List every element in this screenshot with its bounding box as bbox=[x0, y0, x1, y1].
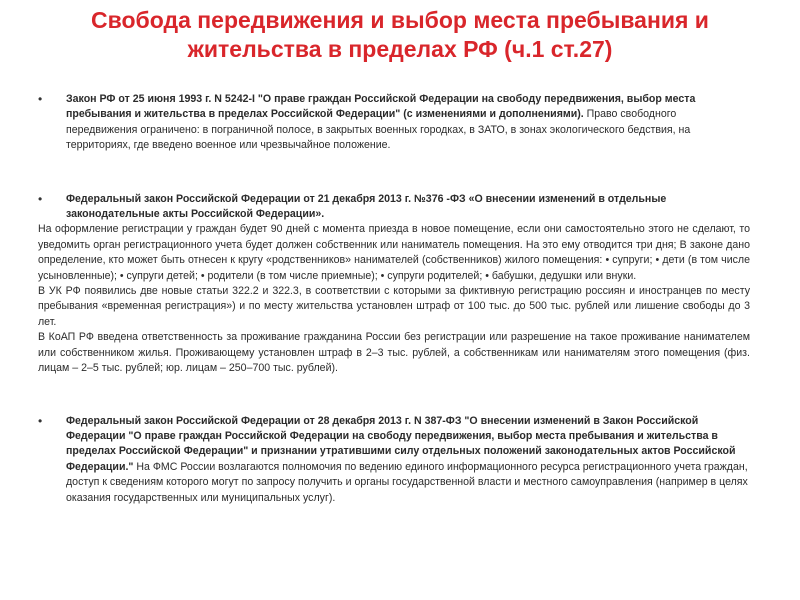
bullet-dot: • bbox=[38, 191, 43, 206]
paragraph-criminal-code: В УК РФ появились две новые статьи 322.2 и 322.3, в соответствии с которыми за фиктивную регистрацию россиян и иностранцев по месту пребывания «временная регистрация») и по месту жительства установлен штраф от 100 тыс. до 500 тыс. рублей или лишение свободы до 3 лет. bbox=[38, 285, 750, 328]
bullet-bold-text: Федеральный закон Российской Федерации от 21 декабря 2013 г. №376 -ФЗ «О внесении изменений в отдельные законодательные акты Российской Федерации». bbox=[66, 192, 667, 221]
bullet-law-376 bbox=[38, 192, 750, 223]
bullet-bold-text: Федеральный закон Российской Федерации от 28 декабря 2013 г. N 387-ФЗ "О внесении изменений в Закон Российской Федерации "О праве граждан Российской Федерации на свободу передвижения, выбор места пребывания и жительства в пределах Российской Федерации" и признании утратившими силу отдельных положений законодательных актов Российской Федерации." bbox=[66, 414, 736, 473]
slide-content bbox=[38, 92, 750, 506]
paragraph-registration: На оформление регистрации у граждан будет 90 дней с момента приезда в новое помещение, если они самостоятельно этого не сделают, то уведомить орган регистрационного учета будет должен собственник или наниматель помещения. На это ему отводится три дня; В законе дано определение, кто может быть отнесен к кругу «родственников» нанимателей (собственников) жилого помещения: • супруги; • дети (в том числе усыновленные); • супруги детей; • родители (в том числе приемные); • супруги родителей; • бабушки, дедушки или внуки. bbox=[38, 223, 750, 282]
paragraph-koap: В КоАП РФ введена ответственность за проживание гражданина России без регистрации или разрешение на такое проживание нанимателем или собственником жилья. Проживающему установлен штраф в 2–3 тыс. рублей, а собственникам или нанимателям этого помещения (физ. лицам – 2–5 тыс. рублей; юр. лицам – 250–700 тыс. рублей). bbox=[38, 331, 750, 375]
bullet-law-387 bbox=[38, 414, 750, 506]
bullet-dot: • bbox=[38, 92, 43, 106]
bullet-bold-text: Закон РФ от 25 июня 1993 г. N 5242-I "О праве граждан Российской Федерации на свободу передвижения, выбор места пребывания и жительства в пределах Российской Федерации" (с изменениями и дополнениями). bbox=[66, 93, 696, 121]
bullet-text: Право свободного передвижения ограничено: в пограничной полосе, в закрытых военных городках, в ЗАТО, в зонах экологического бедствия, на территориях, где введено военное или чрезвычайное положение. bbox=[66, 108, 691, 152]
bullet-law-5242 bbox=[38, 92, 750, 154]
bullet-dot: • bbox=[38, 413, 43, 428]
bullet-text: На ФМС России возлагаются полномочия по ведению единого информационного ресурса регистрационного учета граждан, доступ к сведениям которого могут по запросу получить и органы государственной власти и местного самоуправления (например в целях оказания государственных или муниципальных услуг). bbox=[66, 460, 748, 504]
slide-title: Свобода передвижения и выбор места пребывания и жительства в пределах РФ (ч.1 ст.27) bbox=[91, 7, 709, 62]
